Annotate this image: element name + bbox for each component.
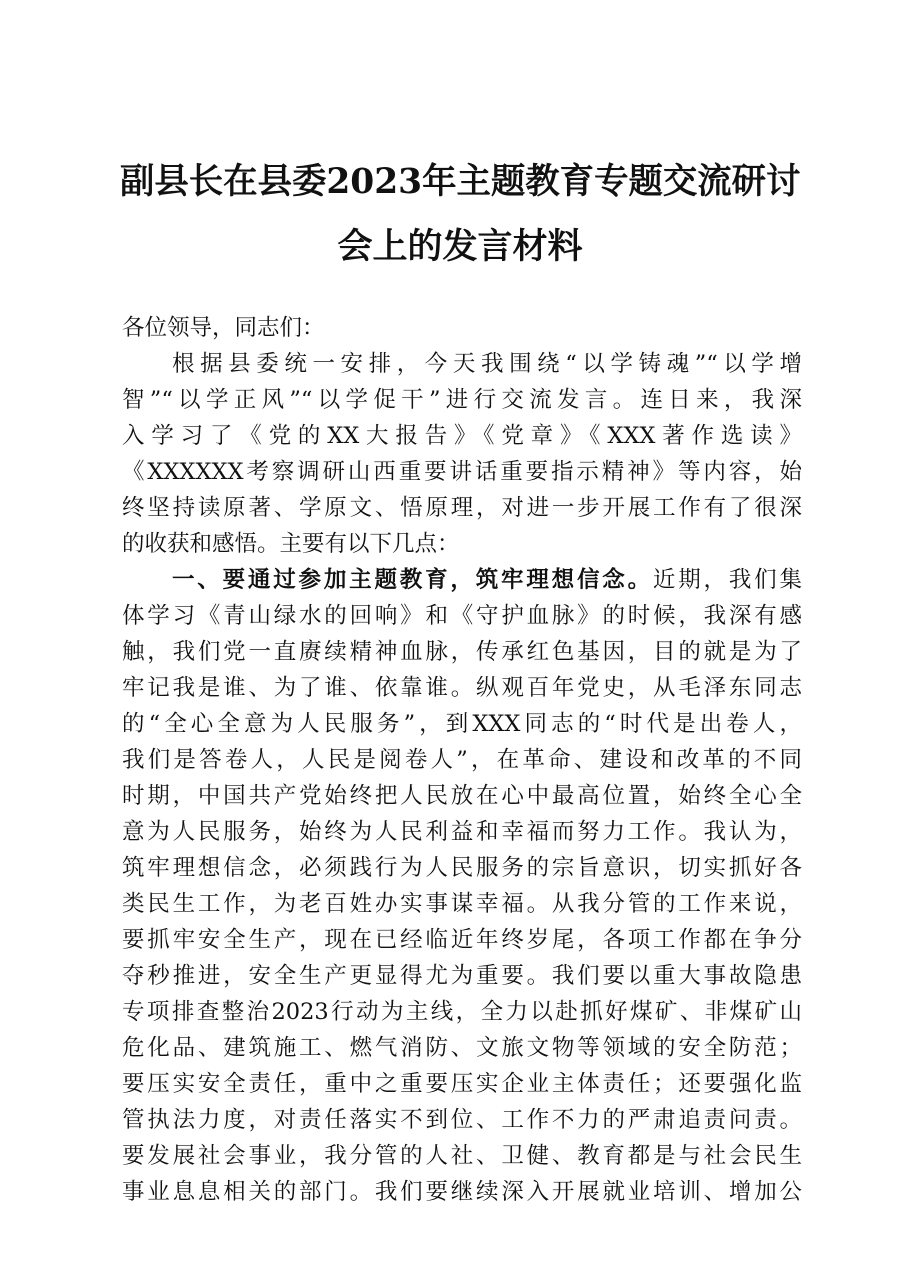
paragraph-line: 的收获和感悟。主要有以下几点： [122,531,460,557]
paragraph-line: 要抓牢安全生产，现在已经临近年终岁尾，各项工作都在争分 [122,927,802,953]
paragraph-line: 要压实安全责任，重中之重要压实企业主体责任；还要强化监 [122,1071,802,1097]
paragraph-line: 要发展社会事业，我分管的人社、卫健、教育都是与社会民生 [122,1143,802,1169]
paragraph-line: 牢记我是谁、为了谁、依靠谁。纵观百年党史，从毛泽东同志 [122,675,802,701]
paragraph-line: 夺秒推进，安全生产更显得尤为重要。我们要以重大事故隐患 [122,963,802,989]
paragraph-line: 我们是答卷人，人民是阅卷人”，在革命、建设和改革的不同 [122,747,802,773]
paragraph-line: 根据县委统一安排，今天我围绕“以学铸魂”“以学增 [172,351,802,377]
paragraph-line: 意为人民服务，始终为人民利益和幸福而努力工作。我认为， [122,819,802,845]
paragraph-line: 《XXXXXX考察调研山西重要讲话重要指示精神》等内容，始 [122,459,802,485]
paragraph-line: 的“全心全意为人民服务”，到XXX同志的“时代是出卷人， [122,711,802,737]
paragraph-line: 危化品、建筑施工、燃气消防、文旅文物等领域的安全防范； [122,1035,802,1061]
paragraph-line: 时期，中国共产党始终把人民放在心中最高位置，始终全心全 [122,783,802,809]
section-heading: 一、要通过参加主题教育，筑牢理想信念。 [172,567,653,593]
paragraph-text: 近期，我们集 [652,567,802,593]
paragraph-line: 触，我们党一直赓续精神血脉，传承红色基因，目的就是为了 [122,639,802,665]
section-heading-line [172,562,802,598]
paragraph-line: 筑牢理想信念，必须践行为人民服务的宗旨意识，切实抓好各 [122,855,802,881]
paragraph-line: 类民生工作，为老百姓办实事谋幸福。从我分管的工作来说， [122,891,802,917]
paragraph-line: 事业息息相关的部门。我们要继续深入开展就业培训、增加公 [122,1179,802,1205]
salutation: 各位领导，同志们： [122,315,325,341]
paragraph-line: 入学习了《党的XX大报告》《党章》《XXX著作选读》 [122,423,802,449]
document-title-line-1: 副县长在县委2023年主题教育专题交流研讨 [120,161,801,202]
paragraph-line: 管执法力度，对责任落实不到位、工作不力的严肃追责问责。 [122,1107,802,1133]
document-title-line-2: 会上的发言材料 [337,226,583,267]
paragraph-line: 专项排查整治2023行动为主线，全力以赴抓好煤矿、非煤矿山 [122,999,802,1025]
paragraph-line: 智”“以学正风”“以学促干”进行交流发言。连日来，我深 [122,387,802,413]
paragraph-line: 体学习《青山绿水的回响》和《守护血脉》的时候，我深有感 [122,603,802,629]
paragraph-line: 终坚持读原著、学原文、悟原理，对进一步开展工作有了很深 [122,495,802,521]
